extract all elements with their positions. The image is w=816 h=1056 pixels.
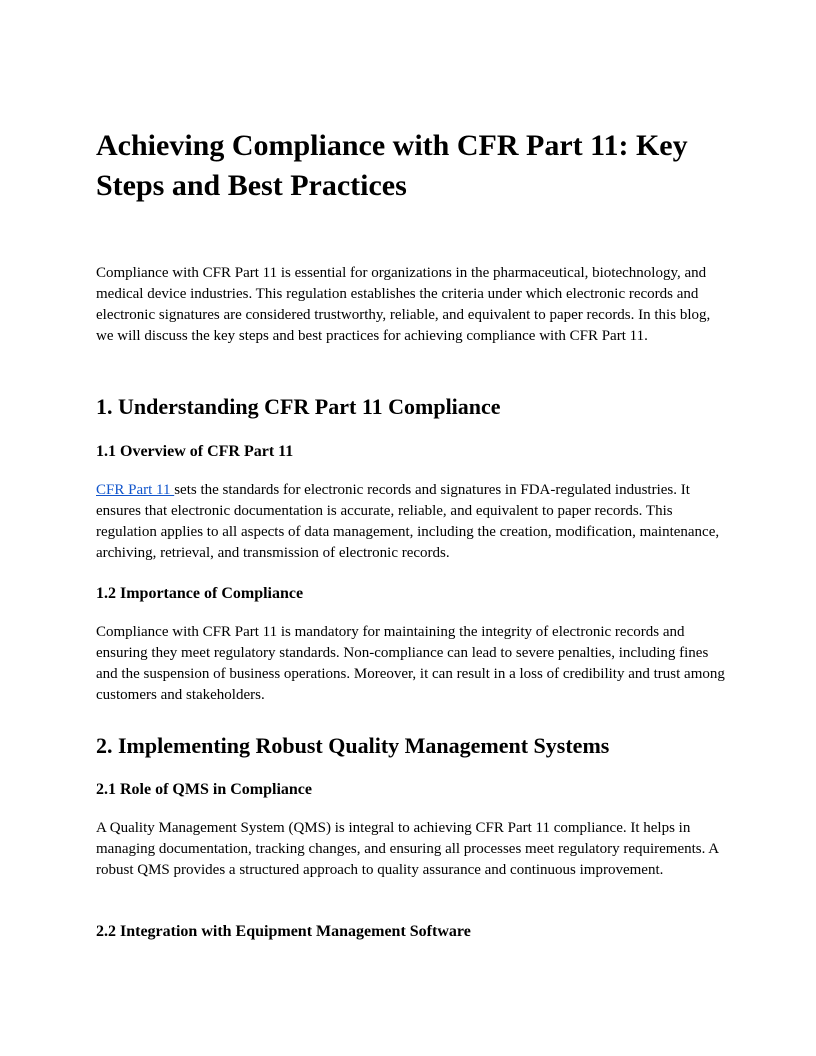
subsection-2-2-heading-block (96, 922, 728, 942)
subsection-1-2-body-block (96, 622, 728, 706)
section-1-heading-block (96, 394, 728, 420)
cfr-part-11-link[interactable]: CFR Part 11 (96, 482, 175, 498)
intro-paragraph-block (96, 263, 728, 347)
subsection-1-1-body-text: sets the standards for electronic records and signatures in FDA-regulated industries. It ensures that electronic documentation is accurate, reliable, and equivalent to paper records. This regulation applies to all aspects of data management, including the creation, modification, maintenance, archiving, retrieval, and transmission of electronic records. (96, 482, 720, 561)
subsection-1-1-heading: 1.1 Overview of CFR Part 11 (96, 443, 294, 460)
subsection-1-2-heading-block (96, 584, 728, 604)
page-title: Achieving Compliance with CFR Part 11: Key Steps and Best Practices (96, 129, 688, 202)
subsection-2-1-body-block (96, 818, 728, 881)
subsection-1-2-body: Compliance with CFR Part 11 is mandatory for maintaining the integrity of electronic records and ensuring they meet regulatory standards. Non-compliance can lead to severe penalties, including fines and the suspension of business operations. Moreover, it can result in a loss of credibility and trust among customers and stakeholders. (96, 624, 725, 703)
subsection-2-2-heading: 2.2 Integration with Equipment Management Software (96, 923, 471, 940)
section-1-heading: 1. Understanding CFR Part 11 Compliance (96, 394, 501, 419)
subsection-1-1-body-block (96, 480, 728, 564)
subsection-1-1-heading-block (96, 442, 728, 462)
subsection-2-1-heading-block (96, 780, 728, 800)
intro-paragraph: Compliance with CFR Part 11 is essential for organizations in the pharmaceutical, biotechnology, and medical device industries. This regulation establishes the criteria under which electronic records and electronic signatures are considered trustworthy, reliable, and equivalent to paper records. In this blog, we will discuss the key steps and best practices for achieving compliance with CFR Part 11. (96, 265, 711, 344)
subsection-2-1-body: A Quality Management System (QMS) is integral to achieving CFR Part 11 compliance. It helps in managing documentation, tracking changes, and ensuring all processes meet regulatory requirements. A robust QMS provides a structured approach to quality assurance and continuous improvement. (96, 820, 719, 878)
section-2-heading-block (96, 733, 728, 759)
section-2-heading: 2. Implementing Robust Quality Management Systems (96, 733, 610, 758)
subsection-2-1-heading: 2.1 Role of QMS in Compliance (96, 781, 312, 798)
subsection-1-2-heading: 1.2 Importance of Compliance (96, 585, 304, 602)
subsection-1-1-body (96, 480, 728, 564)
